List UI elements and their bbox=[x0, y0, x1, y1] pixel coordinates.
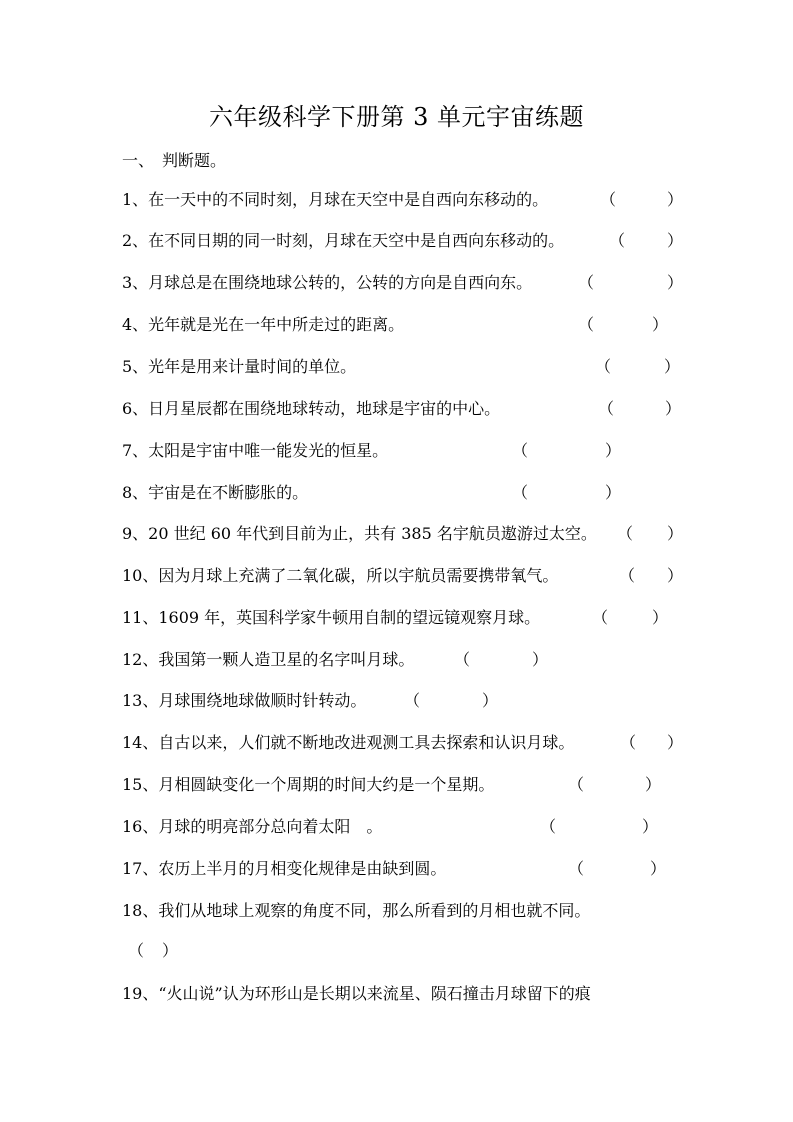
answer-paren-close: ） bbox=[645, 775, 662, 794]
question-row bbox=[122, 731, 682, 755]
answer-paren-close: ） bbox=[667, 273, 684, 292]
answer-paren-close: ） bbox=[667, 733, 684, 752]
question-text: 8、宇宙是在不断膨胀的。 bbox=[122, 483, 309, 502]
answer-paren-close: ） bbox=[667, 190, 684, 209]
answer-paren-close: ） bbox=[667, 524, 684, 543]
section-heading bbox=[122, 150, 226, 172]
question-row bbox=[122, 815, 682, 839]
question-row bbox=[122, 439, 682, 463]
question-text: 16、月球的明亮部分总向着太阳 。 bbox=[122, 817, 383, 836]
section-number: 一、 bbox=[122, 151, 155, 170]
question-text: 11、1609 年，英国科学家牛顿用自制的望远镜观察月球。 bbox=[122, 608, 541, 627]
answer-paren-open: （ bbox=[540, 817, 557, 836]
answer-paren-open: （ bbox=[578, 315, 595, 334]
question-text: 14、自古以来，人们就不断地改进观测工具去探索和认识月球。 bbox=[122, 733, 575, 752]
answer-paren-close: ） bbox=[162, 941, 179, 960]
question-row bbox=[122, 313, 682, 337]
question-row bbox=[122, 982, 682, 1006]
question-row bbox=[122, 606, 682, 630]
question-row bbox=[122, 397, 682, 421]
answer-paren-close: ） bbox=[650, 859, 667, 878]
question-text: 4、光年就是光在一年中所走过的距离。 bbox=[122, 315, 405, 334]
answer-paren-close: ） bbox=[667, 231, 684, 250]
question-row bbox=[122, 355, 682, 379]
answer-paren-close: ） bbox=[664, 357, 681, 376]
question-row bbox=[122, 857, 682, 881]
question-text: 12、我国第一颗人造卫星的名字叫月球。 bbox=[122, 650, 415, 669]
question-text: 17、农历上半月的月相变化规律是由缺到圆。 bbox=[122, 859, 447, 878]
answer-paren-open: （ bbox=[609, 231, 626, 250]
question-text: 7、太阳是宇宙中唯一能发光的恒星。 bbox=[122, 441, 389, 460]
answer-paren-close: ） bbox=[667, 566, 684, 585]
answer-paren-open: （ bbox=[568, 859, 585, 878]
answer-paren-close: ） bbox=[665, 399, 682, 418]
answer-paren-close: ） bbox=[652, 315, 669, 334]
answer-paren-open: （ bbox=[568, 775, 585, 794]
answer-paren-open: （ bbox=[404, 691, 421, 710]
question-row bbox=[122, 939, 682, 963]
answer-paren-close: ） bbox=[642, 817, 659, 836]
question-text: 5、光年是用来计量时间的单位。 bbox=[122, 357, 357, 376]
question-row bbox=[122, 229, 682, 253]
answer-paren-open: （ bbox=[454, 650, 471, 669]
answer-paren-close: ） bbox=[652, 608, 669, 627]
question-row bbox=[122, 773, 682, 797]
answer-paren-open: （ bbox=[598, 399, 615, 418]
question-text: 18、我们从地球上观察的角度不同，那么所看到的月相也就不同。 bbox=[122, 901, 591, 920]
question-text: 1、在一天中的不同时刻，月球在天空中是自西向东移动的。 bbox=[122, 190, 549, 209]
question-row bbox=[122, 188, 682, 212]
question-row bbox=[122, 689, 682, 713]
answer-paren-open: （ bbox=[595, 357, 612, 376]
question-text: 15、月相圆缺变化一个周期的时间大约是一个星期。 bbox=[122, 775, 495, 794]
answer-paren-open: （ bbox=[592, 608, 609, 627]
answer-paren-open: （ bbox=[512, 441, 529, 460]
question-row bbox=[122, 564, 682, 588]
answer-paren-close: ） bbox=[532, 650, 549, 669]
answer-paren-close: ） bbox=[605, 441, 622, 460]
question-row bbox=[122, 271, 682, 295]
section-label: 判断题。 bbox=[162, 151, 227, 170]
answer-paren-close: ） bbox=[605, 483, 622, 502]
question-row bbox=[122, 522, 682, 546]
answer-paren-open: （ bbox=[617, 524, 634, 543]
question-row bbox=[122, 899, 682, 923]
answer-paren-open: （ bbox=[620, 733, 637, 752]
question-row bbox=[122, 648, 682, 672]
answer-paren-close: ） bbox=[482, 691, 499, 710]
page-title: 六年级科学下册第 3 单元宇宙练题 bbox=[208, 103, 585, 131]
answer-paren-open: （ bbox=[619, 566, 636, 585]
answer-paren-open: （ bbox=[128, 941, 145, 960]
question-text: 3、月球总是在围绕地球公转的，公转的方向是自西向东。 bbox=[122, 273, 533, 292]
question-text: 2、在不同日期的同一时刻，月球在天空中是自西向东移动的。 bbox=[122, 231, 565, 250]
question-text: 19、“火山说”认为环形山是长期以来流星、陨石撞击月球留下的痕 bbox=[122, 984, 591, 1003]
question-text: 10、因为月球上充满了二氧化碳，所以宇航员需要携带氧气。 bbox=[122, 566, 559, 585]
question-text: 6、日月星辰都在围绕地球转动，地球是宇宙的中心。 bbox=[122, 399, 501, 418]
question-text: 9、20 世纪 60 年代到目前为止，共有 385 名宇航员遨游过太空。 bbox=[122, 524, 597, 543]
answer-paren-open: （ bbox=[578, 273, 595, 292]
answer-paren-open: （ bbox=[512, 483, 529, 502]
answer-paren-open: （ bbox=[600, 190, 617, 209]
question-row bbox=[122, 481, 682, 505]
question-text: 13、月球围绕地球做顺时针转动。 bbox=[122, 691, 367, 710]
